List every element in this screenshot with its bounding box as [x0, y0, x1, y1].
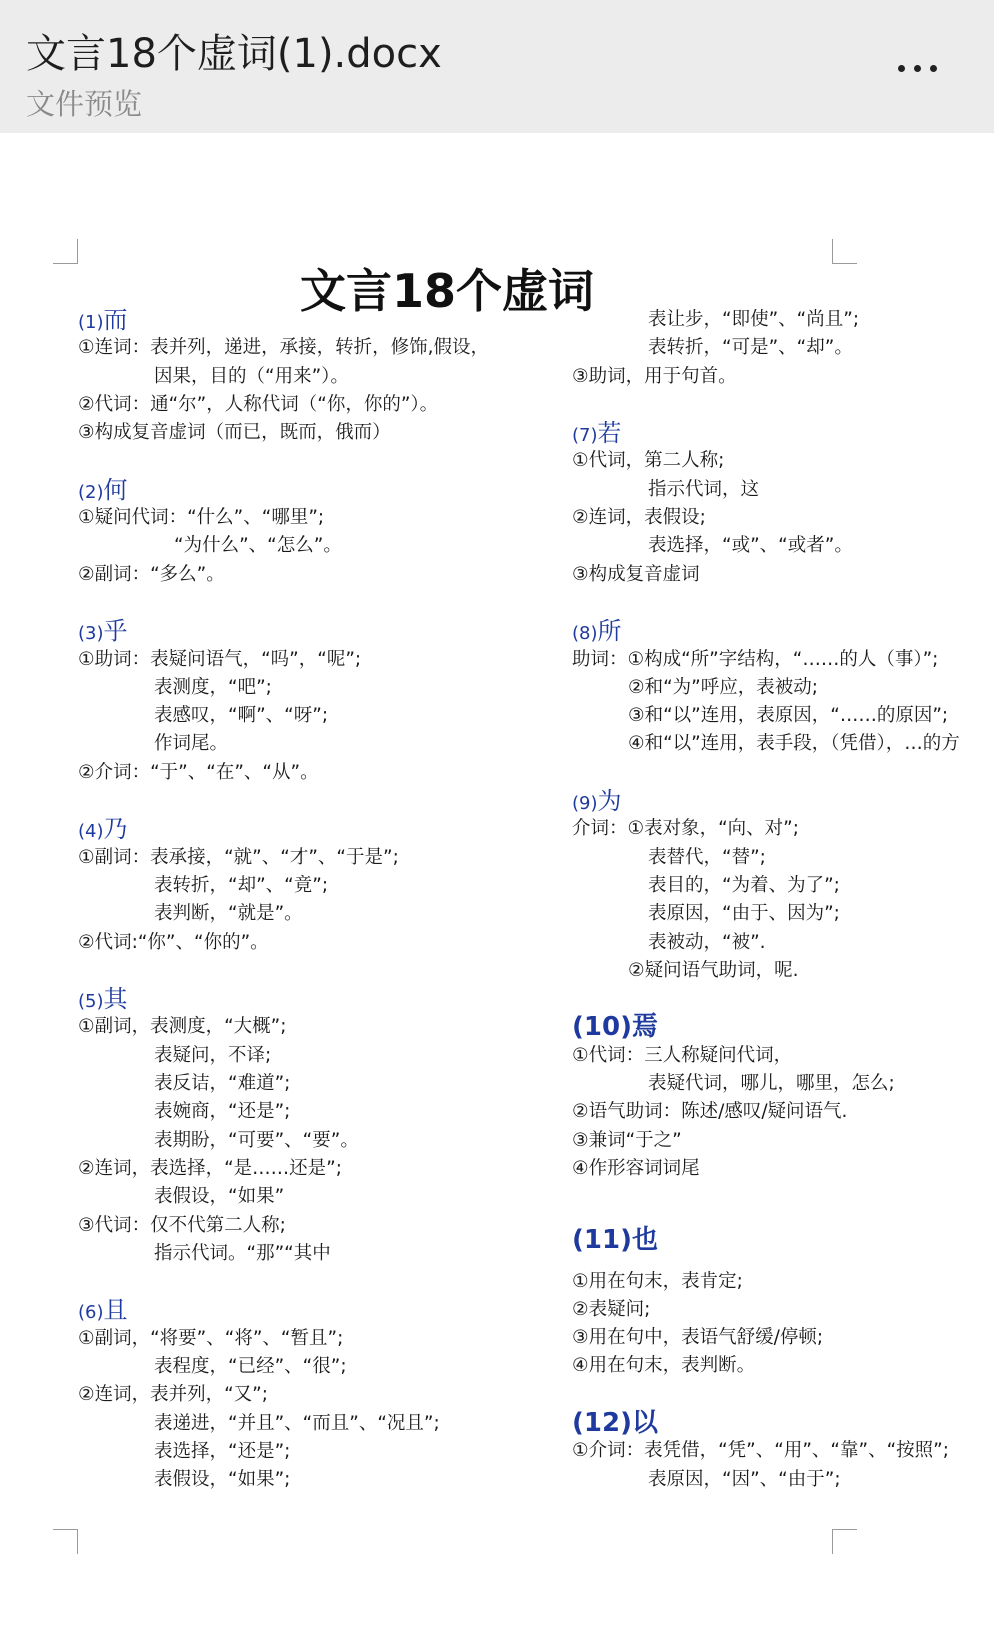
text-line: 作词尾。	[154, 733, 229, 755]
text-line: ②连词，表并列，“又”;	[78, 1384, 268, 1406]
text-line: ①介词：表凭借，“凭”、“用”、“靠”、“按照”;	[572, 1440, 949, 1462]
text-line: ②和“为”呼应，表被动;	[628, 676, 818, 698]
crop-mark	[832, 239, 857, 264]
text-line: ①助词：表疑问语气，“吗”，“呢”;	[78, 648, 362, 670]
text-line: 表转折，“可是”、“却”。	[648, 337, 853, 359]
section-spacer	[572, 589, 994, 617]
crop-mark	[832, 1529, 857, 1554]
section-heading	[572, 1013, 994, 1041]
section-spacer	[572, 1381, 994, 1409]
more-horizontal-icon	[930, 65, 937, 72]
section-spacer	[78, 447, 548, 475]
text-line: 助词：①构成“所”字结构，“……的人（事）”;	[572, 648, 939, 670]
section-number: (4)	[78, 821, 104, 843]
section-spacer	[78, 957, 548, 985]
text-line: 表反诘，“难道”;	[154, 1073, 291, 1095]
section-word: 而	[103, 306, 128, 334]
text-line: 表感叹，“啊”、“呀”;	[154, 705, 329, 727]
section-heading	[78, 306, 548, 334]
top-bar	[0, 0, 994, 133]
section-number: (12)	[572, 1407, 632, 1438]
text-line: ①代词，第二人称;	[572, 450, 725, 472]
text-line: 因果，目的（“用来”）。	[154, 365, 349, 387]
document-title: 文言18个虚词	[300, 264, 595, 318]
section-spacer	[572, 1183, 994, 1211]
more-options-button[interactable]	[878, 48, 956, 88]
text-line: ①代词：三人称疑问代词，	[572, 1044, 793, 1066]
text-line: ②介词：“于”、“在”、“从”。	[78, 761, 319, 783]
section-number: (10)	[572, 1012, 632, 1043]
section-number: (1)	[78, 312, 104, 333]
text-line: 表婉商，“还是”;	[154, 1101, 291, 1123]
section-spacer	[78, 589, 548, 617]
section-word: 为	[597, 787, 622, 816]
section-heading	[572, 617, 994, 645]
text-line: 表测度，“吧”;	[154, 676, 272, 698]
section-word: 乎	[103, 617, 128, 646]
text-line: ②连词，表选择，“是……还是”;	[78, 1157, 342, 1179]
file-preview-label: 文件预览	[26, 87, 143, 121]
section-spacer	[572, 391, 994, 419]
text-line: 表让步，“即使”、“尚且”;	[648, 309, 860, 330]
file-name: 文言18个虚词(1).docx	[26, 31, 442, 77]
text-line: ②疑问语气助词，呢.	[628, 959, 799, 981]
section-word: 以	[631, 1407, 658, 1438]
text-line: 表替代，“替”;	[648, 846, 766, 868]
section-word: 所	[597, 617, 622, 646]
section-spacer	[572, 759, 994, 787]
section-number: (11)	[572, 1224, 632, 1255]
text-line: ④作形容词词尾	[572, 1157, 700, 1179]
text-line: ③构成复音虚词	[572, 563, 700, 585]
section-spacer	[572, 985, 994, 1013]
section-number: (3)	[78, 623, 104, 645]
section-word: 且	[103, 1296, 128, 1325]
text-line: ②副词：“多么”。	[78, 563, 225, 585]
text-line: ③构成复音虚词（而已，既而，俄而）	[78, 422, 391, 444]
section-heading	[78, 1296, 548, 1324]
text-line: 介词：①表对象，“向、对”;	[572, 818, 799, 840]
text-line: 表疑代词，哪儿，哪里，怎么;	[648, 1073, 895, 1095]
text-line: 表期盼，“可要”、“要”。	[154, 1129, 359, 1151]
text-line: 表疑问，不译;	[154, 1044, 272, 1066]
text-line: 表选择，“还是”;	[154, 1440, 291, 1462]
crop-mark	[53, 239, 78, 264]
text-line: ②代词:“你”、“你的”。	[78, 931, 269, 953]
text-line: ②语气助词：陈述/感叹/疑问语气.	[572, 1101, 848, 1123]
section-number: (7)	[572, 425, 598, 447]
text-line: ②表疑问;	[572, 1298, 651, 1320]
text-line: ③代词：仅不代第二人称;	[78, 1214, 286, 1236]
text-line: ①副词，“将要”、“将”、“暂且”;	[78, 1327, 344, 1349]
text-line: ①副词：表承接，“就”、“才”、“于是”;	[78, 846, 399, 868]
text-line: 表目的，“为着、为了”;	[648, 874, 840, 896]
section-word: 焉	[631, 1012, 658, 1043]
crop-mark	[53, 1529, 78, 1554]
text-line: ①疑问代词：“什么”、“哪里”;	[78, 507, 325, 529]
section-heading	[572, 1212, 994, 1268]
section-spacer	[78, 1268, 548, 1296]
section-number: (8)	[572, 623, 598, 645]
section-heading	[78, 617, 548, 645]
text-line: 表程度，“已经”、“很”;	[154, 1355, 347, 1377]
text-line: ④用在句末，表判断。	[572, 1355, 756, 1377]
text-line: 表假设，“如果”	[154, 1186, 285, 1208]
right-column	[572, 306, 994, 1494]
text-line: 表判断，“就是”。	[154, 903, 303, 925]
section-word: 也	[631, 1224, 658, 1255]
text-line: ②连词，表假设;	[572, 507, 706, 529]
section-heading	[78, 476, 548, 504]
text-line: ①副词，表测度，“大概”;	[78, 1016, 287, 1038]
section-heading	[78, 985, 548, 1013]
text-line: 表转折，“却”、“竟”;	[154, 874, 329, 896]
text-line: 表选择，“或”、“或者”。	[648, 535, 853, 557]
text-line: 表递进，“并且”、“而且”、“况且”;	[154, 1412, 440, 1434]
text-line: ③助词，用于句首。	[572, 365, 737, 387]
section-word: 其	[103, 985, 128, 1014]
section-number: (2)	[78, 481, 104, 503]
section-number: (6)	[78, 1302, 104, 1324]
section-heading	[572, 1409, 994, 1437]
section-word: 若	[597, 419, 622, 448]
text-line: 表原因，“因”、“由于”;	[648, 1468, 841, 1490]
section-number: (9)	[572, 793, 598, 815]
text-line: ③和“以”连用，表原因，“……的原因”;	[628, 705, 949, 727]
text-line: ①连词：表并列，递进，承接，转折，修饰,假设，	[78, 337, 489, 359]
text-line: ③兼词“于之”	[572, 1129, 682, 1151]
section-heading	[572, 419, 994, 447]
section-word: 乃	[103, 815, 128, 844]
section-word: 何	[103, 475, 128, 504]
text-line: ④和“以”连用，表手段，（凭借），…的方	[628, 733, 960, 755]
section-spacer	[78, 787, 548, 815]
section-number: (5)	[78, 991, 104, 1013]
text-line: 表被动，“被”.	[648, 931, 766, 953]
section-heading	[78, 815, 548, 843]
text-line: 表假设，“如果”;	[154, 1469, 291, 1491]
text-line: ②代词：通“尔”，人称代词（“你，你的”）。	[78, 393, 439, 415]
text-line: 表原因，“由于、因为”;	[648, 903, 840, 925]
more-horizontal-icon	[914, 65, 921, 72]
text-line: 指示代词，这	[648, 478, 760, 500]
text-line: ③用在句中，表语气舒缓/停顿;	[572, 1327, 824, 1349]
text-line: ①用在句末，表肯定;	[572, 1270, 743, 1292]
more-horizontal-icon	[898, 65, 905, 72]
text-line: 指示代词。“那”“其中	[154, 1242, 331, 1264]
section-heading	[572, 787, 994, 815]
text-line: “为什么”、“怎么”。	[174, 535, 342, 557]
left-column	[78, 306, 548, 1494]
